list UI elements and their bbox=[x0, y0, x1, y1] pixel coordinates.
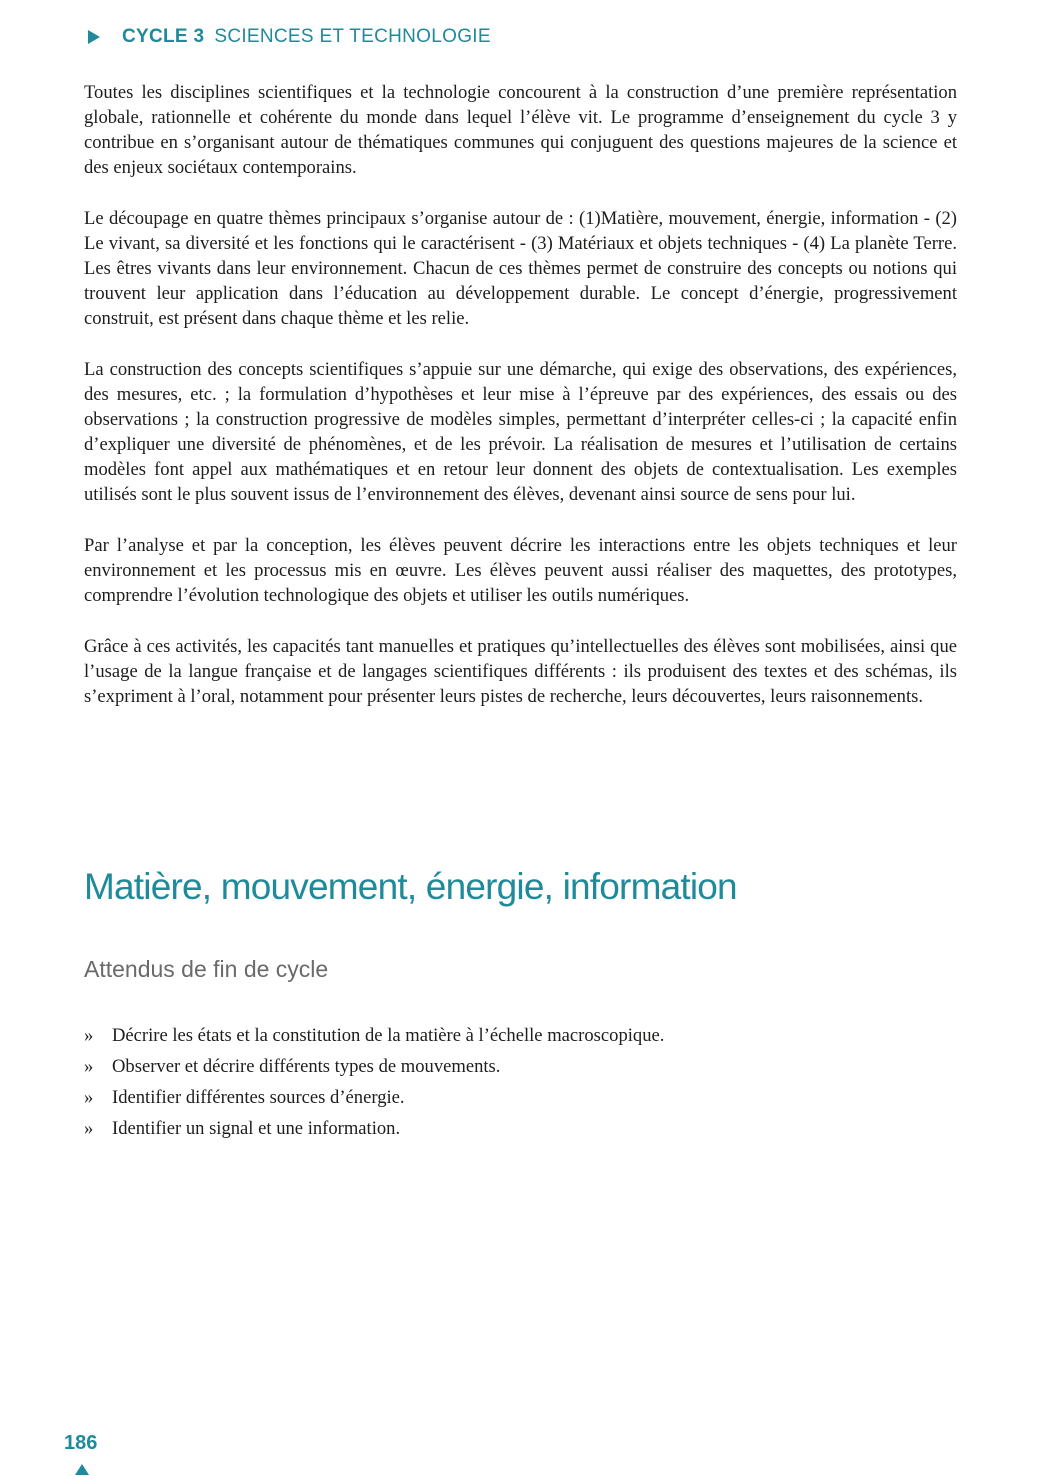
paragraph-4: Par l’analyse et par la conception, les élèves peuvent décrire les interactions entre les objets techniques et leur environnement et les processus mis en œuvre. Les élèves peuvent aussi réaliser des maquettes, des prototypes, comprendre l’évolution technologique des objets et utiliser les outils numériques. bbox=[84, 535, 957, 606]
bullet-icon: » bbox=[84, 1087, 94, 1108]
header-cycle: CYCLE 3 bbox=[122, 26, 205, 47]
section-subtitle: Attendus de fin de cycle bbox=[84, 956, 329, 982]
paragraph-3: La construction des concepts scientifiques s’appuie sur une démarche, qui exige des observations, des expériences, des mesures, etc. ; la formulation d’hypothèses et leur mise à l’épreuve par des expériences, des essais ou des observations ; la construction progressive de modèles simples, permettant d’interpréter celles-ci ; la capacité enfin d’expliquer une diversité de phénomènes, et de les prévoir. La réalisation de mesures et l’utilisation de certains modèles font appel aux mathématiques et en retour leur donnent des objets de contextualisation. Les exemples utilisés sont le plus souvent issus de l’environnement des élèves, devenant ainsi source de sens pour lui. bbox=[84, 359, 957, 505]
list-item-text: Observer et décrire différents types de mouvements. bbox=[112, 1056, 501, 1077]
list-item bbox=[84, 1082, 664, 1113]
paragraph-2: Le découpage en quatre thèmes principaux s’organise autour de : (1)Matière, mouvement, énergie, information - (2) Le vivant, sa diversité et les fonctions qui le caractérisent - (3) Matériaux et objets techniques - (4) La planète Terre. Les êtres vivants dans leur environnement. Chacun de ces thèmes permet de construire des concepts ou notions qui trouvent leur application dans l’éducation au développement durable. Le concept d’énergie, progressivement construit, est présent dans chaque thème et les relie. bbox=[84, 208, 957, 329]
list-item-text: Décrire les états et la constitution de la matière à l’échelle macroscopique. bbox=[112, 1025, 665, 1046]
expectations-list bbox=[84, 1020, 664, 1144]
paragraph-1: Toutes les disciplines scientifiques et la technologie concourent à la construction d’une première représentation globale, rationnelle et cohérente du monde dans lequel l’élève vit. Le programme d’enseignement du cycle 3 y contribue en s’organisant autour de thématiques communes qui conjuguent des questions majeures de la science et des enjeux sociétaux contemporains. bbox=[84, 82, 957, 178]
list-item bbox=[84, 1051, 664, 1082]
bullet-icon: » bbox=[84, 1118, 94, 1139]
list-item bbox=[84, 1113, 664, 1144]
triangle-up-icon bbox=[75, 1464, 89, 1475]
paragraph-5: Grâce à ces activités, les capacités tant manuelles et pratiques qu’intellectuelles des élèves sont mobilisées, ainsi que l’usage de la langue française et de langages scientifiques différents : ils produisent des textes et des schémas, ils s’expriment à l’oral, notamment pour présenter leurs pistes de recherche, leurs découvertes, leurs raisonnements. bbox=[84, 636, 957, 707]
page-number: 186 bbox=[64, 1432, 98, 1454]
body-text bbox=[84, 80, 957, 735]
list-item-text: Identifier différentes sources d’énergie. bbox=[112, 1087, 405, 1108]
bullet-icon: » bbox=[84, 1025, 94, 1046]
section-title: Matière, mouvement, énergie, information bbox=[84, 866, 737, 907]
page-header bbox=[88, 26, 491, 48]
list-item-text: Identifier un signal et une information. bbox=[112, 1118, 401, 1139]
header-subject: SCIENCES ET TECHNOLOGIE bbox=[214, 26, 491, 47]
list-item bbox=[84, 1020, 664, 1051]
bullet-icon: » bbox=[84, 1056, 94, 1077]
triangle-right-icon bbox=[88, 30, 100, 44]
